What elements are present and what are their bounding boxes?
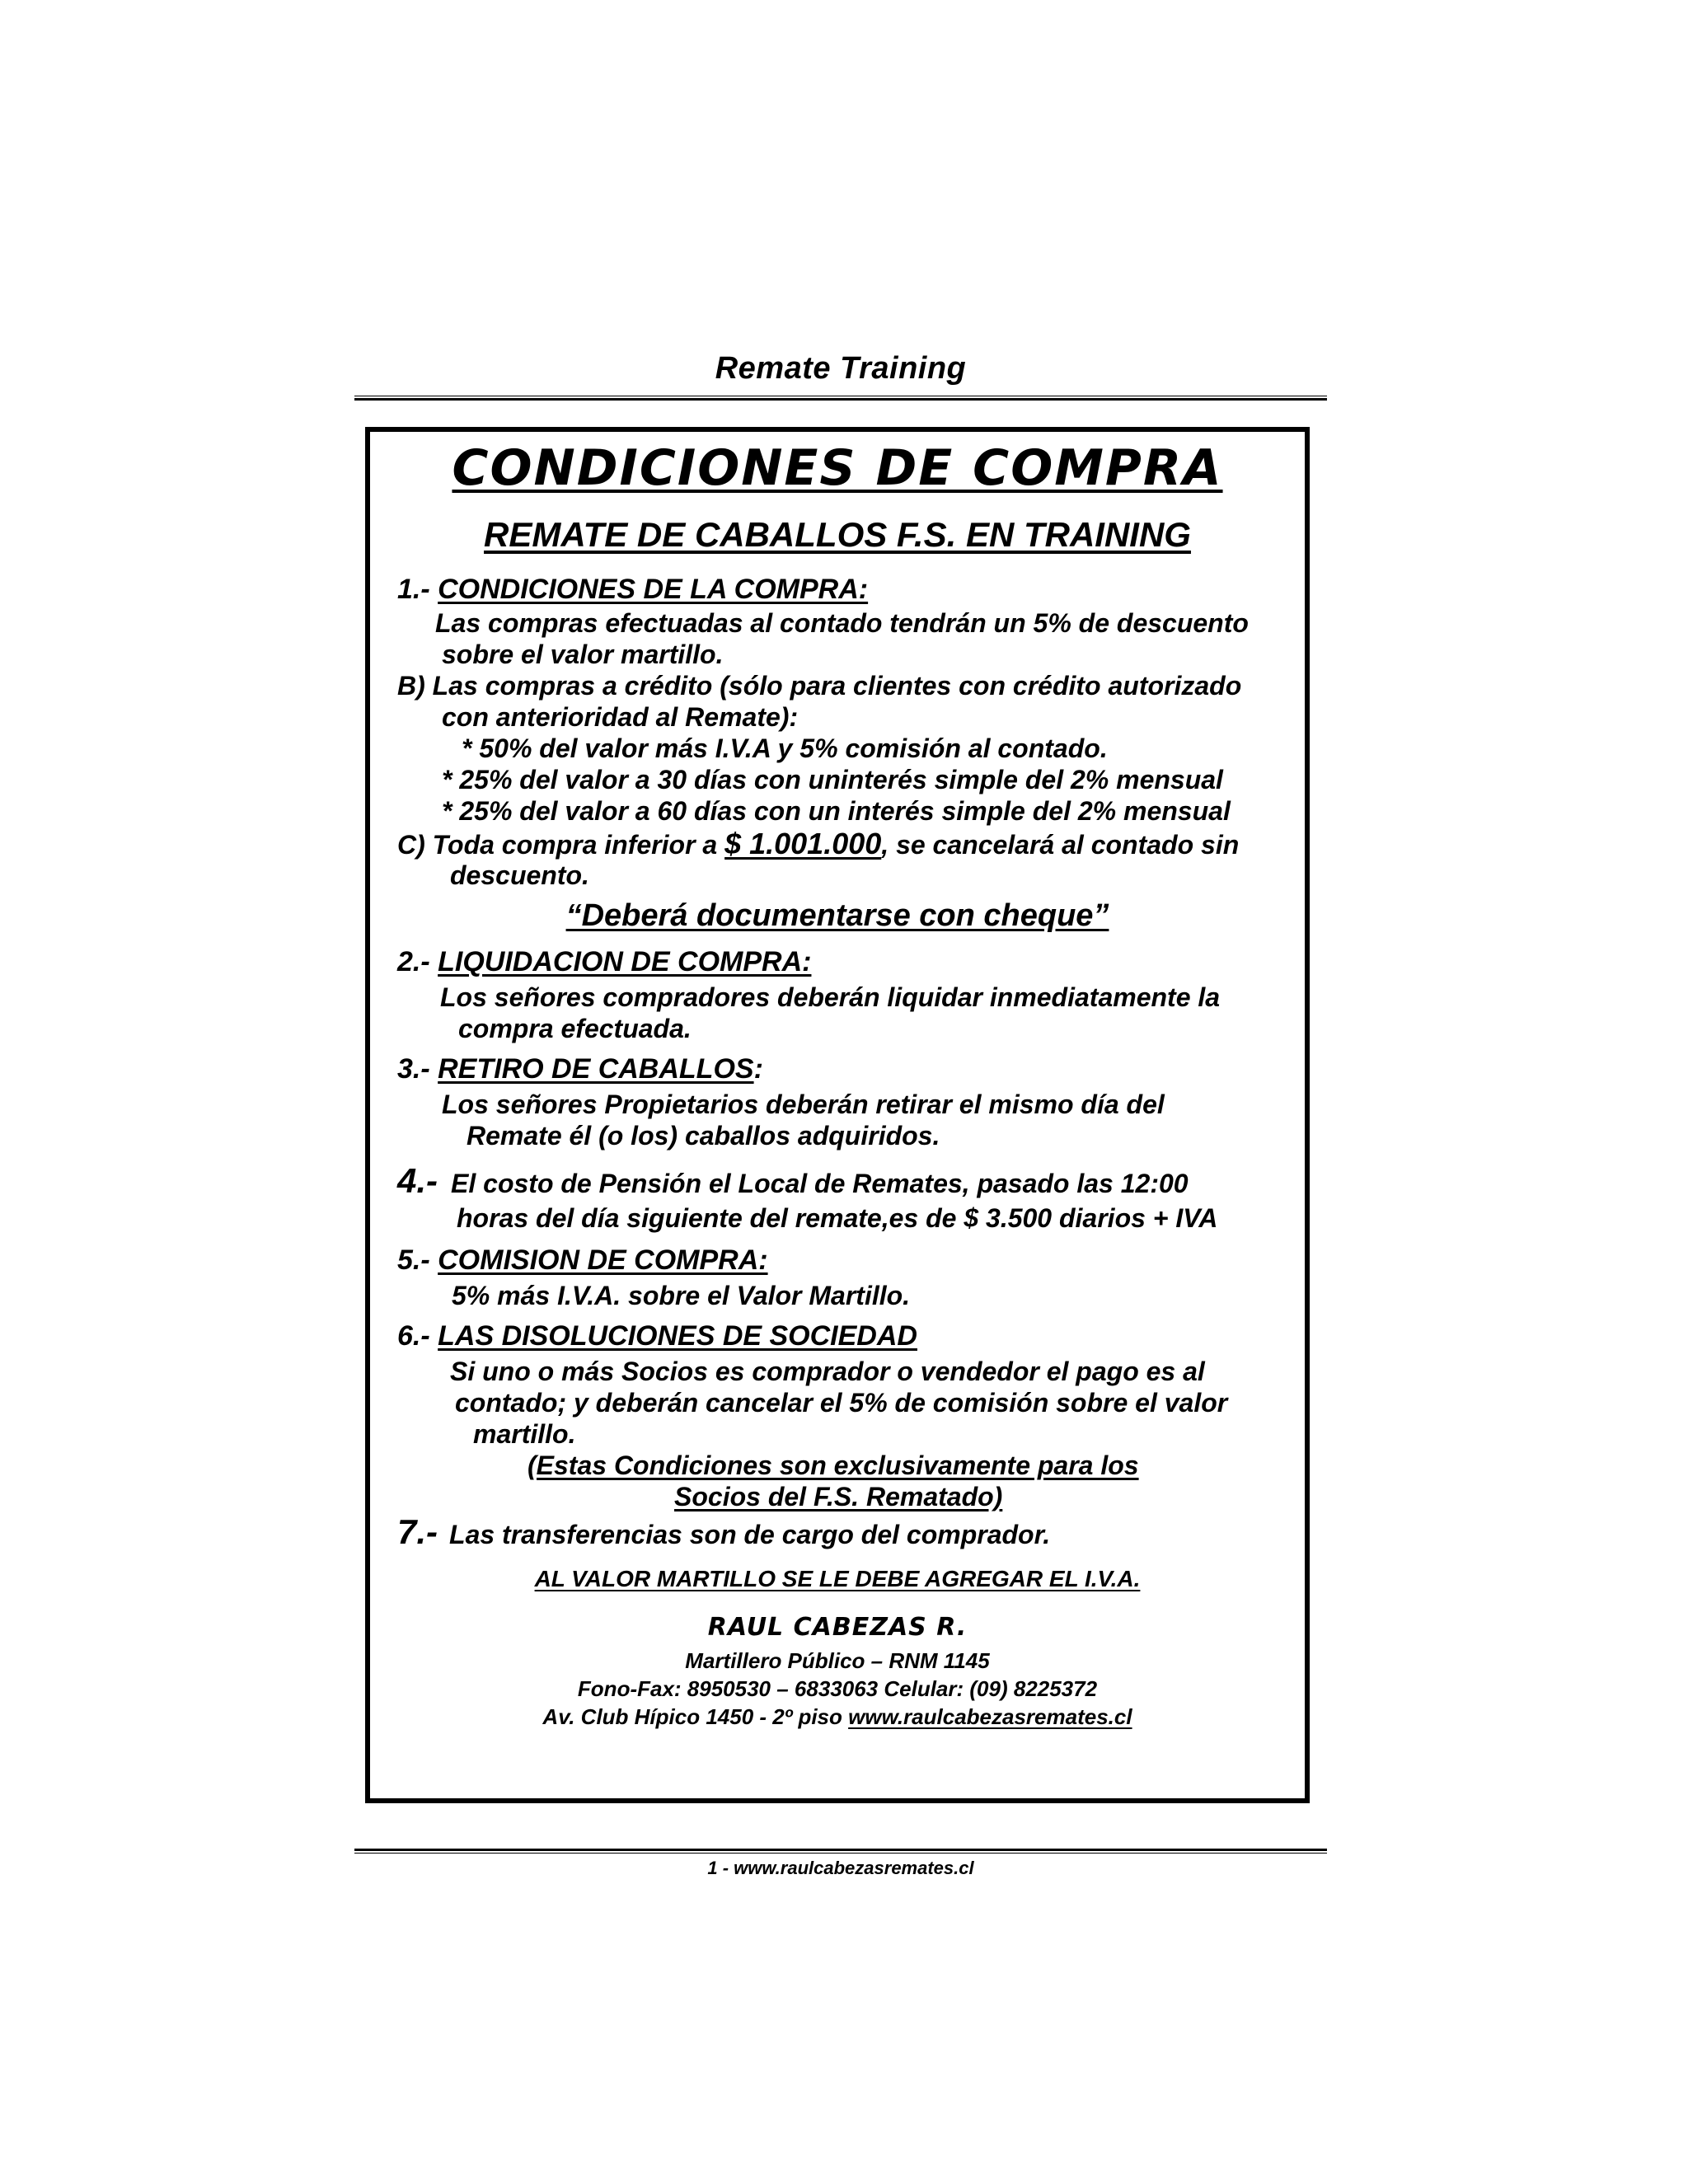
section-6-line-1: Si uno o más Socios es comprador o vendedor el pago es al <box>450 1357 1205 1386</box>
section-3-number: 3.- <box>397 1053 438 1085</box>
section-2-line-2: compra efectuada. <box>458 1014 692 1043</box>
section-1-c-suffix: , se cancelará al contado sin <box>881 830 1240 860</box>
section-1-number: 1.- <box>397 574 438 605</box>
section-1-line-2: sobre el valor martillo. <box>442 640 724 669</box>
signature-phones: Fono-Fax: 8950530 – 6833063 Celular: (09) 8225372 <box>577 1676 1098 1701</box>
section-6-title: LAS DISOLUCIONES DE SOCIEDAD <box>438 1320 917 1352</box>
section-1-line-1: Las compras efectuadas al contado tendrán un 5% de descuento <box>435 608 1249 638</box>
section-7 <box>397 1512 1051 1551</box>
section-1-title: CONDICIONES DE LA COMPRA: <box>438 574 869 605</box>
section-5-heading <box>397 1246 768 1274</box>
section-6-note-2: Socios del F.S. Rematado) <box>674 1482 1003 1511</box>
section-5-number: 5.- <box>397 1244 438 1276</box>
section-4-line-1: El costo de Pensión el Local de Remates, pasado las 12:00 <box>451 1169 1189 1198</box>
section-2-heading <box>397 948 811 976</box>
section-5-line-1: 5% más I.V.A. sobre el Valor Martillo. <box>452 1281 911 1310</box>
signature-website-link[interactable]: www.raulcabezasremates.cl <box>848 1704 1132 1729</box>
section-5-title: COMISION DE COMPRA: <box>438 1244 768 1276</box>
section-3-title: RETIRO DE CABALLOS <box>438 1053 754 1085</box>
signature-name: RAUL CABEZAS R. <box>707 1613 968 1642</box>
iva-notice: AL VALOR MARTILLO SE LE DEBE AGREGAR EL I.V.A. <box>534 1566 1141 1591</box>
section-1-item-3: * 25% del valor a 60 días con un interés simple del 2% mensual <box>442 796 1231 826</box>
section-4 <box>397 1161 1189 1200</box>
section-4-line-2: horas del día siguiente del remate,es de $ 3.500 diarios + IVA <box>457 1203 1218 1233</box>
section-6-line-3: martillo. <box>473 1419 576 1449</box>
section-1-item-2: * 25% del valor a 30 días con uninterés simple del 2% mensual <box>442 765 1223 794</box>
signature-role: Martillero Público – RNM 1145 <box>685 1648 990 1673</box>
section-1-b-line-1: B) Las compras a crédito (sólo para clientes con crédito autorizado <box>397 671 1242 701</box>
section-1-c-amount: $ 1.001.000 <box>724 827 882 860</box>
section-1-c-line-2: descuento. <box>450 860 589 890</box>
section-3-line-1: Los señores Propietarios deberán retirar el mismo día del <box>442 1090 1165 1119</box>
section-1-c-line-1 <box>397 829 1239 859</box>
section-6-heading <box>397 1322 917 1350</box>
main-title: CONDICIONES DE COMPRA <box>452 439 1223 497</box>
section-2-title: LIQUIDACION DE COMPRA: <box>438 946 812 977</box>
section-6-line-2: contado; y deberán cancelar el 5% de comisión sobre el valor <box>455 1388 1228 1418</box>
subtitle: REMATE DE CABALLOS F.S. EN TRAINING <box>484 515 1191 554</box>
section-7-number: 7.- <box>397 1512 438 1551</box>
section-4-number: 4.- <box>397 1161 438 1200</box>
header-title: Remate Training <box>715 351 967 386</box>
section-2-number: 2.- <box>397 946 438 977</box>
section-6-note-1: (Estas Condiciones son exclusivamente para los <box>528 1451 1139 1480</box>
section-3-colon: : <box>753 1053 763 1085</box>
footer-rule <box>354 1849 1327 1854</box>
section-1-item-1: * 50% del valor más I.V.A y 5% comisión al contado. <box>462 733 1108 763</box>
signature-address-text: Av. Club Hípico 1450 - 2º piso <box>542 1704 849 1729</box>
section-6-number: 6.- <box>397 1320 438 1352</box>
cheque-notice: “Deberá documentarse con cheque” <box>565 898 1109 933</box>
footer-text: 1 - www.raulcabezasremates.cl <box>707 1858 974 1878</box>
section-2-line-1: Los señores compradores deberán liquidar inmediatamente la <box>440 982 1221 1012</box>
header-rule <box>354 396 1327 401</box>
signature-address <box>365 1706 1310 1727</box>
section-3-heading <box>397 1055 763 1083</box>
section-1-heading <box>397 575 868 603</box>
section-1-b-line-2: con anterioridad al Remate): <box>442 702 799 732</box>
section-3-line-2: Remate él (o los) caballos adquiridos. <box>467 1121 940 1151</box>
section-1-c-prefix: C) Toda compra inferior a <box>397 830 725 860</box>
section-7-line-1: Las transferencias son de cargo del comprador. <box>449 1520 1051 1549</box>
